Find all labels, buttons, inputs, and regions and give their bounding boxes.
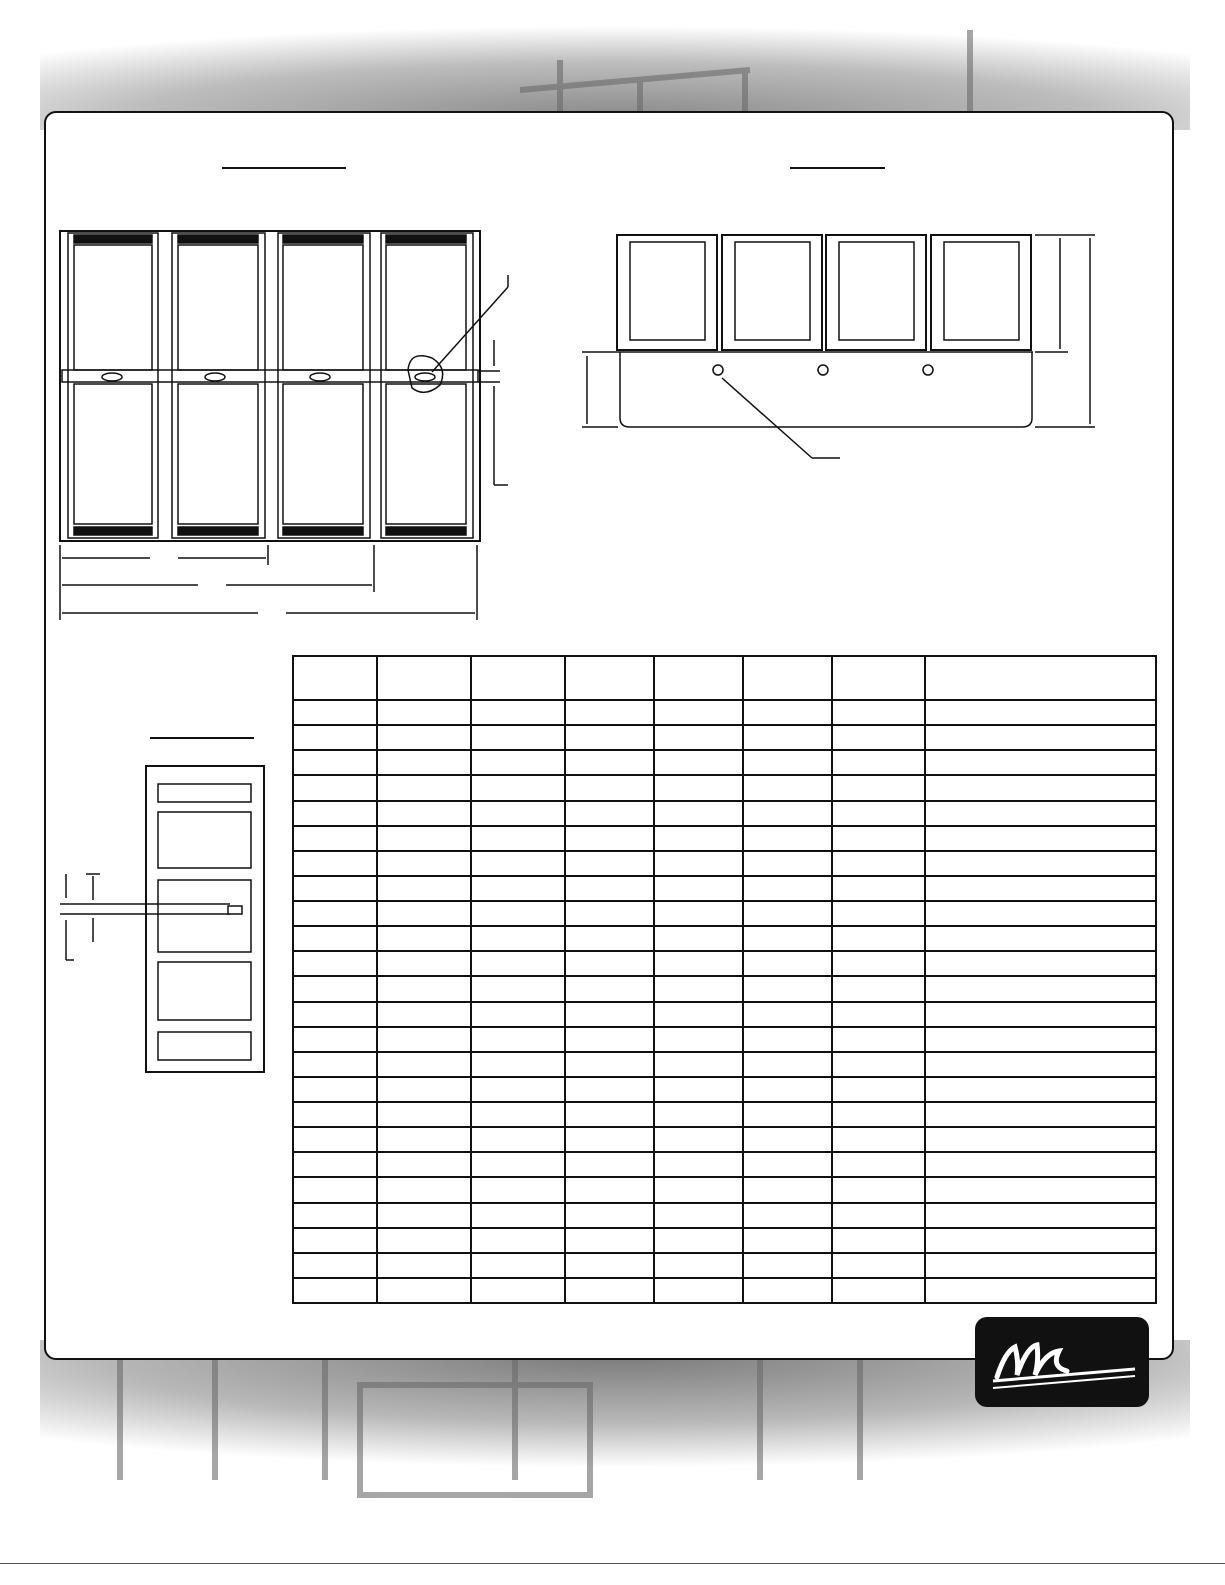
table-cell: [377, 926, 471, 951]
brand-logo: [975, 1317, 1149, 1407]
table-cell: [565, 1102, 654, 1127]
table-cell: [565, 1027, 654, 1052]
table-cell: [832, 926, 925, 951]
table-cell: [743, 876, 832, 901]
top-view-racks: [582, 235, 1095, 458]
table-cell: [377, 775, 471, 800]
table-cell: [832, 775, 925, 800]
table-header-cell: [925, 656, 1156, 700]
table-cell: [654, 1177, 743, 1202]
table-cell: [293, 1077, 377, 1102]
table-cell: [743, 926, 832, 951]
table-cell: [743, 1278, 832, 1303]
table-cell: [925, 1228, 1156, 1253]
table-cell: [377, 876, 471, 901]
table-cell: [743, 976, 832, 1001]
table-cell: [377, 750, 471, 775]
table-cell: [743, 1203, 832, 1228]
table-cell: [293, 725, 377, 750]
table-cell: [293, 801, 377, 826]
table-cell: [654, 951, 743, 976]
table-cell: [293, 1002, 377, 1027]
table-cell: [293, 1052, 377, 1077]
table-cell: [925, 700, 1156, 725]
table-cell: [832, 725, 925, 750]
table-row: [293, 851, 1156, 876]
table-row: [293, 1127, 1156, 1152]
table-cell: [925, 1278, 1156, 1303]
table-cell: [654, 1253, 743, 1278]
table-cell: [471, 1077, 565, 1102]
table-cell: [565, 826, 654, 851]
table-cell: [925, 976, 1156, 1001]
table-cell: [832, 851, 925, 876]
table-cell: [565, 926, 654, 951]
table-cell: [471, 1027, 565, 1052]
table-cell: [293, 976, 377, 1001]
table-cell: [471, 1203, 565, 1228]
table-cell: [654, 876, 743, 901]
table-cell: [293, 901, 377, 926]
table-cell: [471, 926, 565, 951]
table-cell: [471, 1127, 565, 1152]
table-cell: [565, 801, 654, 826]
table-row: [293, 901, 1156, 926]
table-cell: [293, 1152, 377, 1177]
table-header-cell: [565, 656, 654, 700]
table-cell: [565, 775, 654, 800]
spec-table: [292, 655, 1157, 1304]
table-row: [293, 1102, 1156, 1127]
table-cell: [654, 1203, 743, 1228]
table-cell: [925, 876, 1156, 901]
table-cell: [743, 1052, 832, 1077]
table-cell: [471, 1052, 565, 1077]
table-cell: [832, 1102, 925, 1127]
table-cell: [654, 1027, 743, 1052]
table-cell: [565, 1253, 654, 1278]
table-cell: [832, 1027, 925, 1052]
table-cell: [471, 876, 565, 901]
table-cell: [654, 725, 743, 750]
table-cell: [471, 1002, 565, 1027]
table-cell: [743, 1002, 832, 1027]
table-cell: [743, 1177, 832, 1202]
table-cell: [293, 826, 377, 851]
table-cell: [471, 725, 565, 750]
table-row: [293, 1077, 1156, 1102]
table-row: [293, 1027, 1156, 1052]
table-cell: [377, 851, 471, 876]
table-cell: [293, 700, 377, 725]
table-cell: [654, 926, 743, 951]
table-row: [293, 976, 1156, 1001]
table-cell: [832, 901, 925, 926]
table-cell: [565, 1278, 654, 1303]
table-cell: [654, 1052, 743, 1077]
table-cell: [565, 876, 654, 901]
table-cell: [743, 1253, 832, 1278]
table-row: [293, 1203, 1156, 1228]
table-row: [293, 951, 1156, 976]
table-cell: [377, 1077, 471, 1102]
table-cell: [743, 775, 832, 800]
brand-logo-icon: [975, 1317, 1149, 1407]
table-cell: [925, 1253, 1156, 1278]
table-cell: [925, 926, 1156, 951]
table-cell: [743, 1152, 832, 1177]
table-cell: [654, 1278, 743, 1303]
table-cell: [832, 1052, 925, 1077]
table-header-cell: [654, 656, 743, 700]
table-cell: [925, 951, 1156, 976]
table-cell: [925, 1002, 1156, 1027]
table-cell: [471, 1177, 565, 1202]
table-cell: [832, 1203, 925, 1228]
table-cell: [471, 801, 565, 826]
table-row: [293, 1177, 1156, 1202]
table-body: [293, 700, 1156, 1303]
table-cell: [293, 876, 377, 901]
table-cell: [925, 775, 1156, 800]
table-cell: [471, 826, 565, 851]
table-cell: [377, 1203, 471, 1228]
table-cell: [925, 851, 1156, 876]
table-cell: [743, 1027, 832, 1052]
table-cell: [471, 1253, 565, 1278]
table-row: [293, 725, 1156, 750]
table-cell: [471, 901, 565, 926]
table-cell: [293, 1177, 377, 1202]
page-bottom-rule: [0, 1563, 1225, 1564]
table-cell: [743, 851, 832, 876]
rack-bay-2: [172, 233, 265, 538]
side-view-title: [150, 720, 254, 736]
table-cell: [377, 1027, 471, 1052]
table-cell: [832, 801, 925, 826]
table-header-cell: [293, 656, 377, 700]
table-row: [293, 876, 1156, 901]
table-cell: [925, 750, 1156, 775]
table-cell: [743, 826, 832, 851]
table-cell: [925, 725, 1156, 750]
table-row: [293, 826, 1156, 851]
table-cell: [743, 725, 832, 750]
table-cell: [654, 1127, 743, 1152]
table-cell: [654, 1002, 743, 1027]
table-cell: [293, 1253, 377, 1278]
table-cell: [925, 1127, 1156, 1152]
table-cell: [565, 976, 654, 1001]
table-cell: [565, 750, 654, 775]
table-cell: [832, 951, 925, 976]
table-cell: [471, 750, 565, 775]
table-cell: [565, 1127, 654, 1152]
table-cell: [925, 1052, 1156, 1077]
table-cell: [654, 1077, 743, 1102]
table-row: [293, 1278, 1156, 1303]
table-cell: [654, 1228, 743, 1253]
table-cell: [925, 1177, 1156, 1202]
table-cell: [832, 876, 925, 901]
table-row: [293, 775, 1156, 800]
table-row: [293, 1253, 1156, 1278]
table-cell: [471, 976, 565, 1001]
table-cell: [925, 1152, 1156, 1177]
table-cell: [565, 1052, 654, 1077]
table-cell: [654, 700, 743, 725]
table-cell: [832, 1253, 925, 1278]
table-cell: [377, 1228, 471, 1253]
table-cell: [743, 1102, 832, 1127]
table-cell: [377, 700, 471, 725]
table-row: [293, 1228, 1156, 1253]
table-cell: [832, 1077, 925, 1102]
table-cell: [293, 1102, 377, 1127]
table-row: [293, 700, 1156, 725]
table-cell: [293, 926, 377, 951]
table-row: [293, 1002, 1156, 1027]
table-cell: [743, 1077, 832, 1102]
table-cell: [654, 826, 743, 851]
table-cell: [377, 901, 471, 926]
table-row: [293, 926, 1156, 951]
table-cell: [293, 1228, 377, 1253]
table-cell: [471, 951, 565, 976]
table-cell: [925, 1077, 1156, 1102]
table-cell: [743, 750, 832, 775]
table-cell: [377, 826, 471, 851]
table-cell: [471, 851, 565, 876]
table-cell: [832, 1177, 925, 1202]
table-cell: [565, 851, 654, 876]
table-cell: [743, 1127, 832, 1152]
table-cell: [925, 1027, 1156, 1052]
table-cell: [925, 1102, 1156, 1127]
rack-bay-1: [68, 233, 158, 538]
table-cell: [471, 1228, 565, 1253]
table-cell: [471, 1102, 565, 1127]
table-cell: [293, 951, 377, 976]
table-header-cell: [832, 656, 925, 700]
table-cell: [377, 976, 471, 1001]
table-cell: [925, 901, 1156, 926]
table-cell: [925, 1203, 1156, 1228]
front-view-racks: [60, 231, 508, 620]
table-row: [293, 1052, 1156, 1077]
table-cell: [377, 725, 471, 750]
table-cell: [377, 1177, 471, 1202]
table-cell: [377, 1002, 471, 1027]
table-cell: [832, 1278, 925, 1303]
side-view-rack: [60, 766, 264, 1072]
table-header-cell: [743, 656, 832, 700]
table-cell: [654, 851, 743, 876]
table-cell: [293, 1278, 377, 1303]
table-cell: [471, 700, 565, 725]
rack-bay-4: [381, 233, 473, 538]
table-cell: [565, 700, 654, 725]
table-cell: [832, 1152, 925, 1177]
table-cell: [565, 1203, 654, 1228]
table-cell: [565, 901, 654, 926]
table-cell: [293, 750, 377, 775]
table-cell: [377, 1127, 471, 1152]
table-cell: [832, 1228, 925, 1253]
table-header-row: [293, 656, 1156, 700]
table-cell: [377, 1152, 471, 1177]
table-header-cell: [377, 656, 471, 700]
table-cell: [654, 1152, 743, 1177]
table-cell: [832, 976, 925, 1001]
table-row: [293, 1152, 1156, 1177]
table-cell: [654, 775, 743, 800]
table-cell: [293, 775, 377, 800]
table-cell: [654, 750, 743, 775]
table-cell: [565, 1152, 654, 1177]
table-cell: [565, 1228, 654, 1253]
table-cell: [293, 1127, 377, 1152]
rack-bay-3: [278, 233, 370, 538]
table-cell: [565, 1002, 654, 1027]
table-cell: [565, 951, 654, 976]
table-cell: [377, 1102, 471, 1127]
table-cell: [832, 1002, 925, 1027]
table-cell: [743, 700, 832, 725]
table-cell: [471, 1278, 565, 1303]
table-cell: [832, 826, 925, 851]
table-cell: [832, 700, 925, 725]
table-cell: [565, 1177, 654, 1202]
table-cell: [293, 1027, 377, 1052]
table-cell: [565, 1077, 654, 1102]
table-cell: [377, 1052, 471, 1077]
table-cell: [925, 801, 1156, 826]
table-cell: [293, 1203, 377, 1228]
top-view-title: [790, 150, 885, 166]
table-row: [293, 801, 1156, 826]
table-cell: [743, 901, 832, 926]
table-cell: [743, 1228, 832, 1253]
table-cell: [743, 951, 832, 976]
table-cell: [471, 775, 565, 800]
table-cell: [293, 851, 377, 876]
table-cell: [832, 750, 925, 775]
table-cell: [565, 725, 654, 750]
table-cell: [654, 901, 743, 926]
table-cell: [654, 1102, 743, 1127]
table-header-cell: [471, 656, 565, 700]
table-cell: [377, 801, 471, 826]
table-cell: [654, 801, 743, 826]
table-row: [293, 750, 1156, 775]
table-cell: [925, 826, 1156, 851]
table-cell: [654, 976, 743, 1001]
front-view-title: [222, 150, 346, 166]
table-cell: [377, 951, 471, 976]
table-cell: [377, 1278, 471, 1303]
table-cell: [743, 801, 832, 826]
table-cell: [471, 1152, 565, 1177]
table-cell: [377, 1253, 471, 1278]
table-cell: [832, 1127, 925, 1152]
